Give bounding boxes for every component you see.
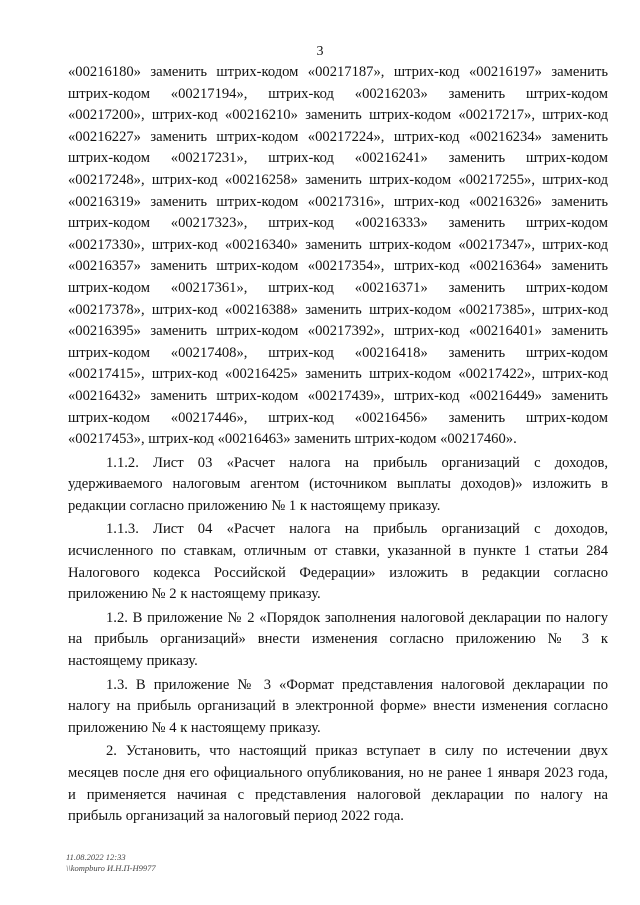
page-number: 3 <box>316 44 324 59</box>
text-line: 2. Установить, что настоящий приказ вступает в силу по истечении двух <box>106 743 608 760</box>
text-line: Налогового кодекса Российской Федерации» изложить в редакции согласно <box>68 564 608 581</box>
print-footer <box>66 852 156 874</box>
text-line: «00217453», штрих-код «00216463» заменить штрих-кодом «00217460». <box>68 431 517 448</box>
text-line: штрих-кодом «00217194», штрих-код «00216203» заменить штрих-кодом <box>68 85 608 102</box>
text-line: «00216227» заменить штрих-кодом «00217224», штрих-код «00216234» заменить <box>68 128 608 145</box>
print-path: \\kompburo И.Н.П-Н9977 <box>66 863 156 873</box>
text-line: настоящему приказу. <box>68 653 198 670</box>
text-line: 1.2. В приложение № 2 «Порядок заполнения налоговой декларации по налогу <box>106 609 608 626</box>
text-line: и применяется начиная с представления налоговой декларации по налогу на <box>68 786 608 803</box>
text-line: редакции согласно приложению № 1 к настоящему приказу. <box>68 497 441 514</box>
text-line: «00217200», штрих-код «00216210» заменить штрих-кодом «00217217», штрих-код <box>68 107 608 124</box>
text-line: «00216357» заменить штрих-кодом «00217354», штрих-код «00216364» заменить <box>68 258 608 275</box>
text-line: «00216319» заменить штрих-кодом «00217316», штрих-код «00216326» заменить <box>68 193 608 210</box>
paragraph-1-1-3 <box>68 519 608 605</box>
text-line: «00217378», штрих-код «00216388» заменить штрих-кодом «00217385», штрих-код <box>68 301 608 318</box>
text-line: 1.3. В приложение № 3 «Формат представления налоговой декларации по <box>106 676 608 693</box>
text-line: «00217330», штрих-код «00216340» заменить штрих-кодом «00217347», штрих-код <box>68 236 608 253</box>
text-line: штрих-кодом «00217361», штрих-код «00216371» заменить штрих-кодом <box>68 279 608 296</box>
text-line: на прибыль организаций» внести изменения согласно приложению № 3 к <box>68 631 608 648</box>
text-line: «00217415», штрих-код «00216425» заменить штрих-кодом «00217422», штрих-код <box>68 366 608 383</box>
text-line: 1.1.2. Лист 03 «Расчет налога на прибыль организаций с доходов, <box>106 454 608 471</box>
paragraph-barcode-list <box>68 62 608 451</box>
paragraph-1-3 <box>68 675 608 740</box>
text-line: месяцев после дня его официального опубликования, но не ранее 1 января 2023 года, <box>68 765 608 781</box>
paragraph-1-2 <box>68 608 608 673</box>
text-line: исчисленного по ставкам, отличным от ставки, указанной в пункте 1 статьи 284 <box>68 543 608 560</box>
text-line: «00216395» заменить штрих-кодом «00217392», штрих-код «00216401» заменить <box>68 323 608 340</box>
text-line: «00217248», штрих-код «00216258» заменить штрих-кодом «00217255», штрих-код <box>68 171 608 188</box>
text-line: удерживаемого налоговым агентом (источником выплаты доходов)» изложить в <box>68 476 608 493</box>
text-line: «00216432» заменить штрих-кодом «00217439», штрих-код «00216449» заменить <box>68 387 608 404</box>
text-line: налогу на прибыль организаций в электронной форме» внести изменения согласно <box>68 698 608 715</box>
paragraph-2 <box>68 741 608 827</box>
print-timestamp: 11.08.2022 12:33 <box>66 852 126 862</box>
text-line: 1.1.3. Лист 04 «Расчет налога на прибыль организаций с доходов, <box>106 521 608 538</box>
text-line: приложению № 4 к настоящему приказу. <box>68 719 321 736</box>
text-line: штрих-кодом «00217446», штрих-код «00216456» заменить штрих-кодом <box>68 409 608 426</box>
text-line: штрих-кодом «00217231», штрих-код «00216241» заменить штрих-кодом <box>68 150 608 167</box>
text-line: штрих-кодом «00217323», штрих-код «00216333» заменить штрих-кодом <box>68 215 608 232</box>
text-line: штрих-кодом «00217408», штрих-код «00216418» заменить штрих-кодом <box>68 344 608 361</box>
text-line: приложению № 2 к настоящему приказу. <box>68 586 321 603</box>
text-line: «00216180» заменить штрих-кодом «00217187», штрих-код «00216197» заменить <box>68 64 608 80</box>
paragraph-1-1-2 <box>68 453 608 518</box>
document-body <box>68 62 608 828</box>
text-line: прибыль организаций за налоговый период 2022 года. <box>68 808 404 825</box>
